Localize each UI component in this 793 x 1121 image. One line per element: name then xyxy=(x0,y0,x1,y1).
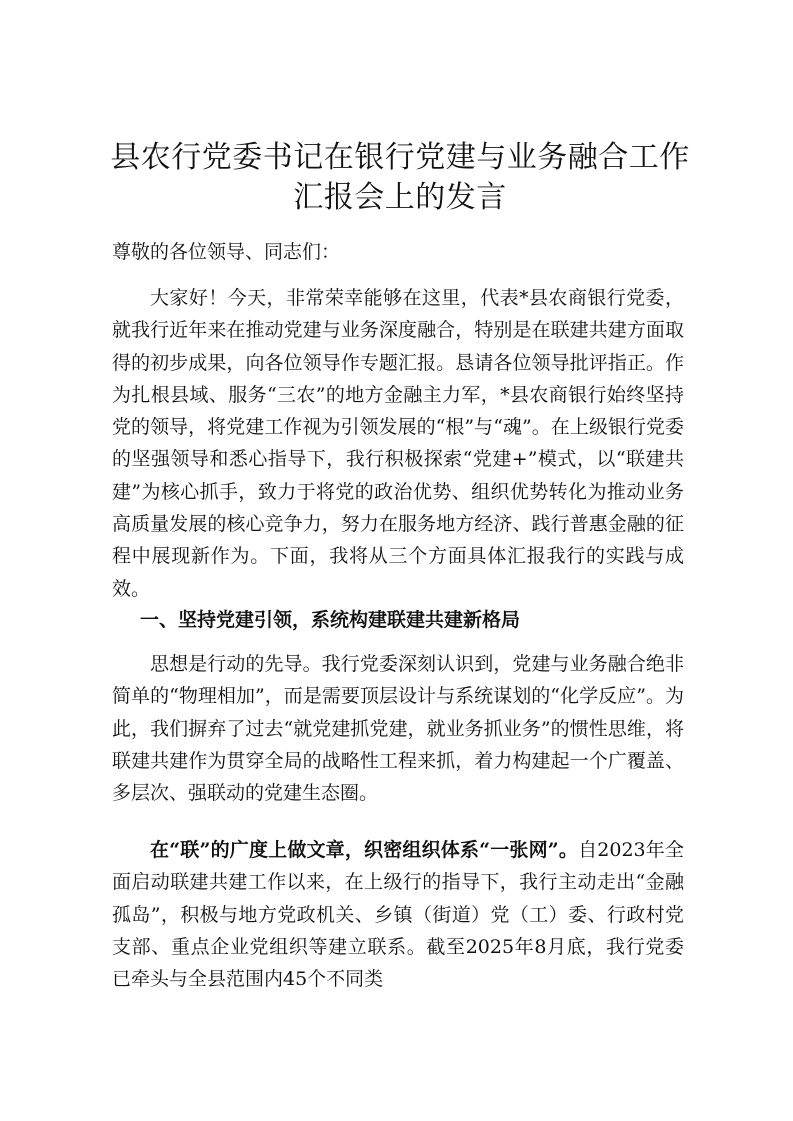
salutation: 尊敬的各位领导、同志们： xyxy=(112,241,341,263)
paragraph-body: 自2023年全面启动联建共建工作以来，在上级行的指导下，我行主动走出“金融孤岛”，积极与地方党政机关、乡镇（街道）党（工）委、行政村党支部、重点企业党组织等建立联系。截至2025年8月底，我行党委已牵头与全县范围内45个不同类 xyxy=(112,839,684,991)
paragraph-opening: 大家好！今天，非常荣幸能够在这里，代表*县农商银行党委，就我行近年来在推动党建与业务深度融合，特别是在联建共建方面取得的初步成果，向各位领导作专题汇报。恳请各位领导批评指正。作为扎根县域、服务“三农”的地方金融主力军，*县农商银行始终坚持党的领导，将党建工作视为引领发展的“根”与“魂”。在上级银行党委的坚强领导和悉心指导下，我行积极探索“党建+”模式，以“联建共建”为核心抓手，致力于将党的政治优势、组织优势转化为推动业务高质量发展的核心竞争力，努力在服务地方经济、践行普惠金融的征程中展现新作为。下面，我将从三个方面具体汇报我行的实践与成效。 xyxy=(112,287,684,600)
section-heading-1: 一、坚持党建引领，系统构建联建共建新格局 xyxy=(140,609,521,631)
paragraph-lead-sentence: 在“联”的广度上做文章，织密组织体系“一张网”。 xyxy=(150,839,579,861)
paragraph-network xyxy=(112,834,684,995)
paragraph-thinking: 思想是行动的先导。我行党委深刻认识到，党建与业务融合绝非简单的“物理相加”，而是需要顶层设计与系统谋划的“化学反应”。为此，我们摒弃了过去“就党建抓党建，就业务抓业务”的惯性思维，将联建共建作为贯穿全局的战略性工程来抓，着力构建起一个广覆盖、多层次、强联动的党建生态圈。 xyxy=(112,653,684,805)
document-title: 县农行党委书记在银行党建与业务融合工作汇报会上的发言 xyxy=(110,140,690,215)
